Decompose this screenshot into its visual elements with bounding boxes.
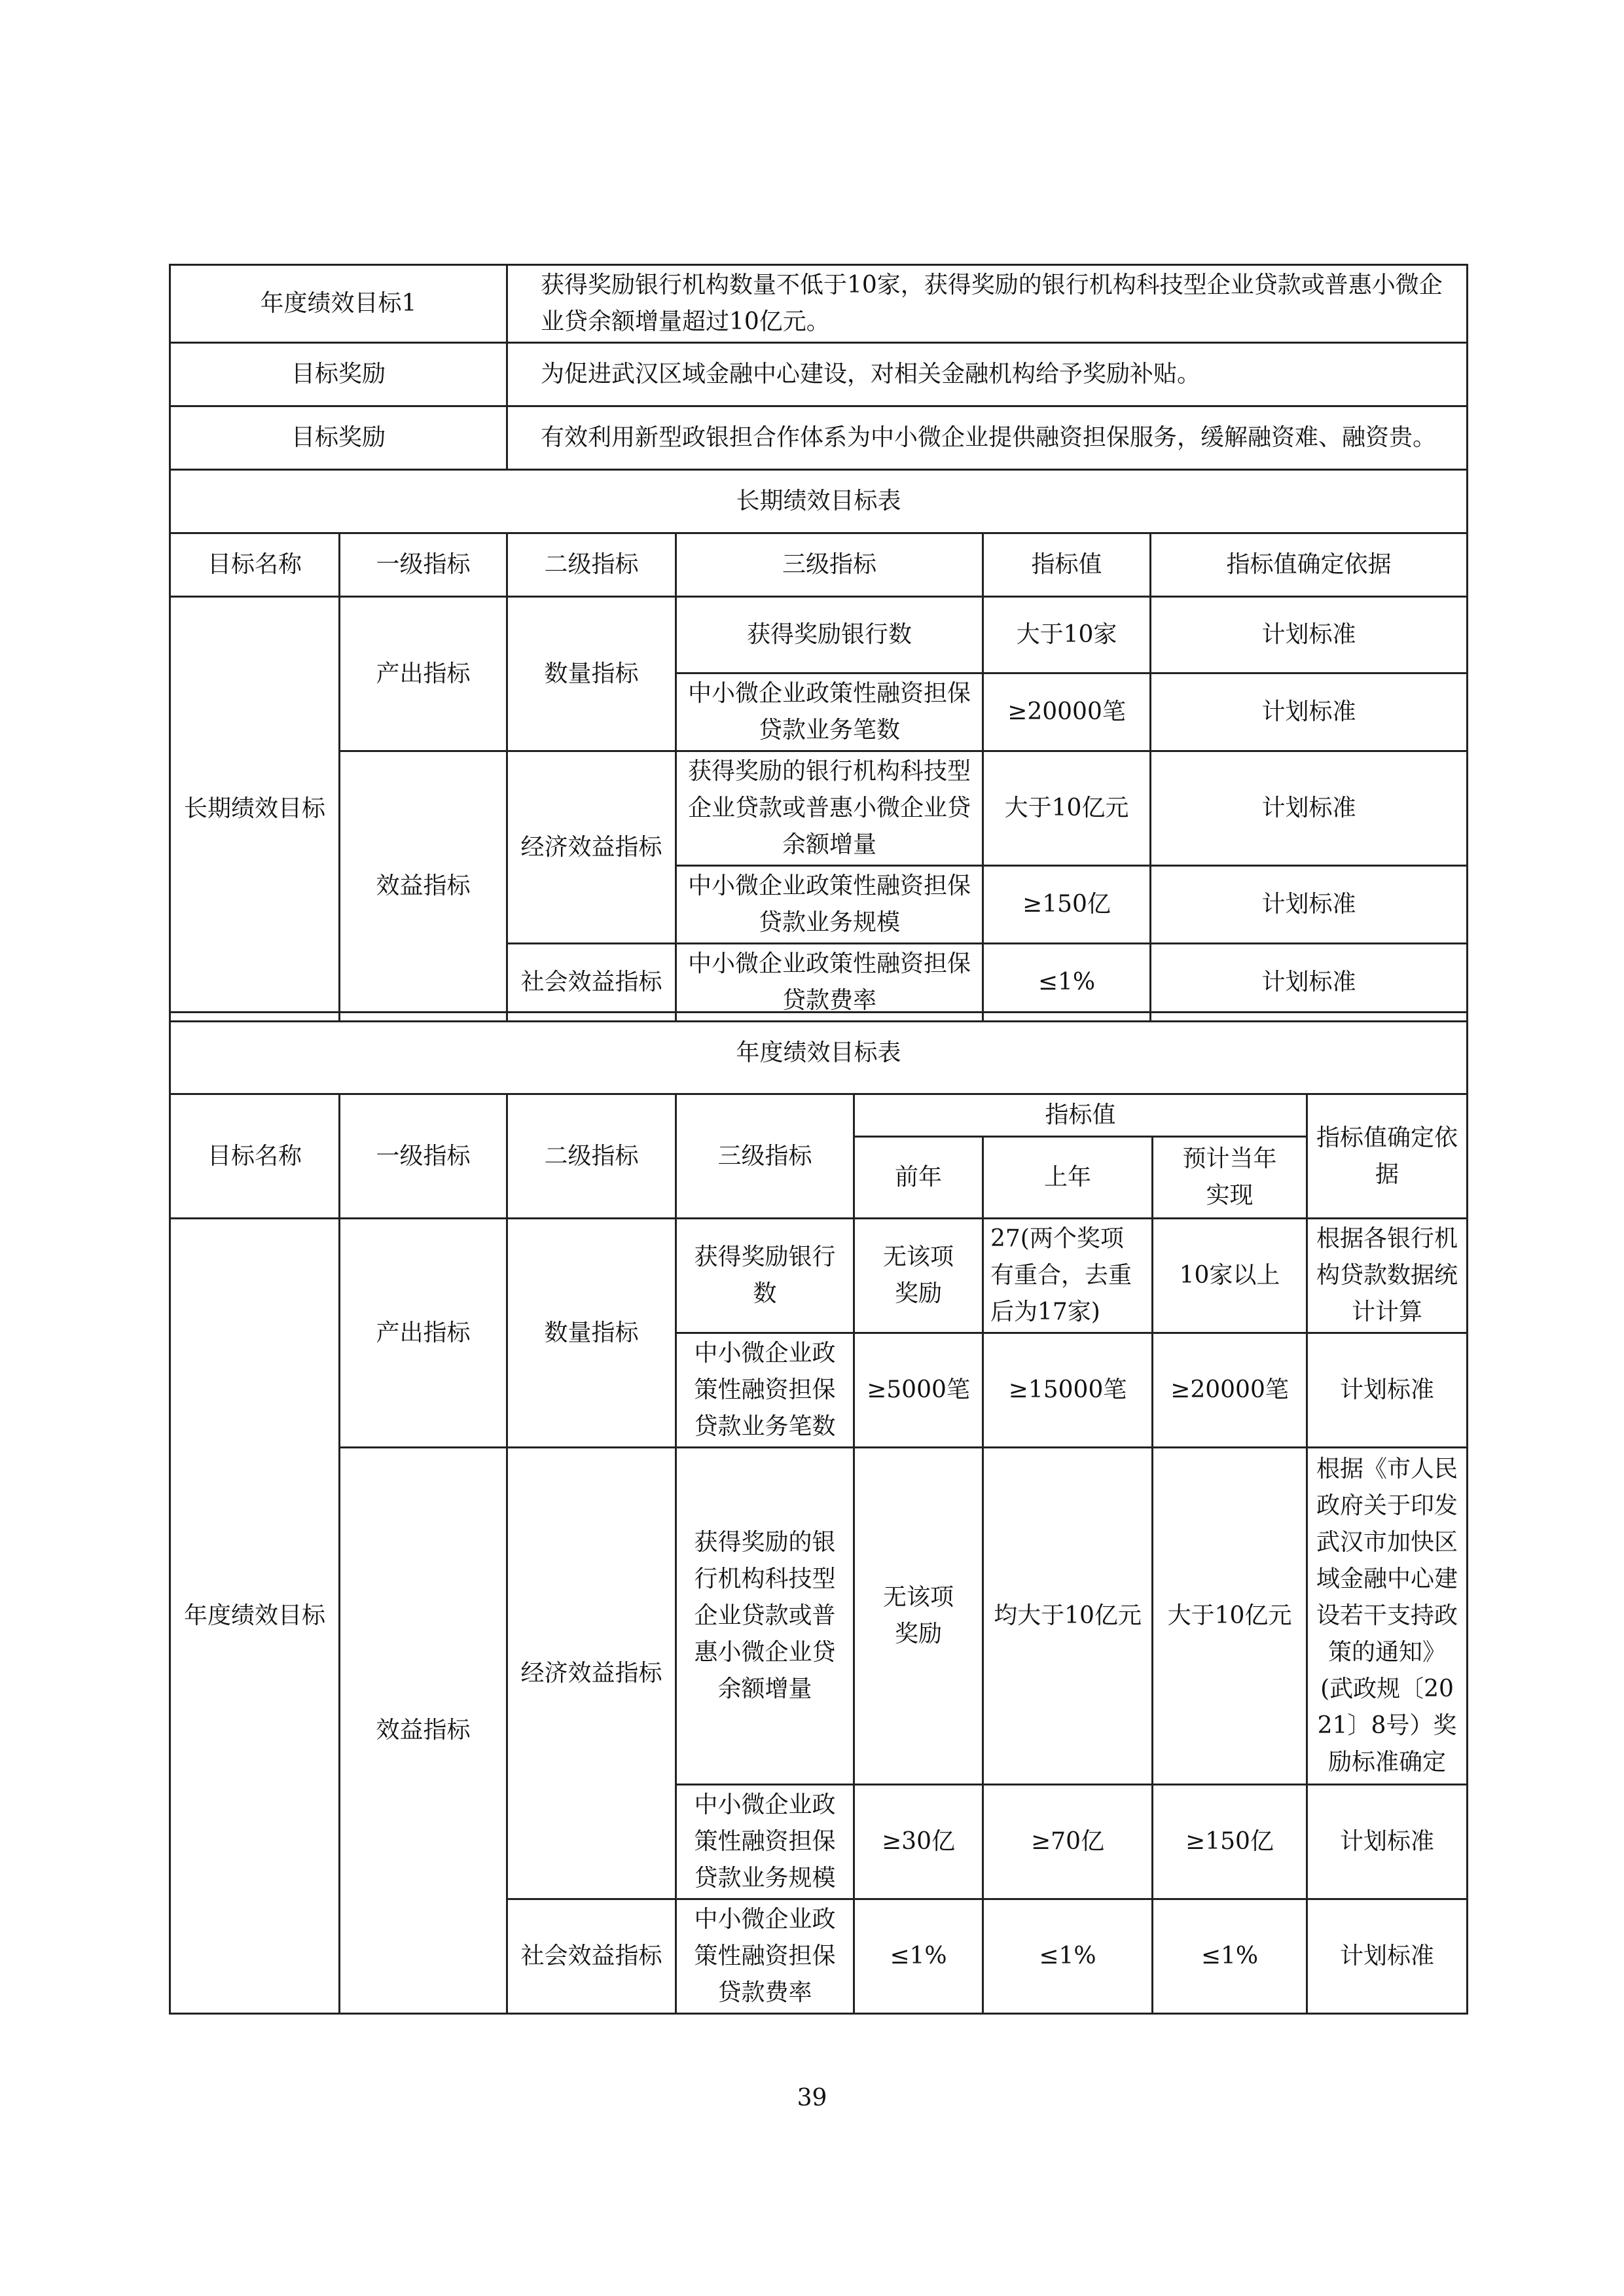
table-row	[170, 1219, 1468, 1333]
table-row	[170, 265, 1468, 343]
column-header: 三级指标	[676, 1094, 854, 1219]
indicator-basis: 计划标准	[1151, 944, 1468, 1022]
level3-indicator: 中小微企业政策性融资担保贷款业务规模	[676, 1785, 854, 1899]
level1-indicator: 产出指标	[340, 597, 507, 751]
header-row	[170, 533, 1468, 597]
level3-indicator: 中小微企业政策性融资担保贷款费率	[676, 944, 983, 1022]
column-header: 指标值确定依据	[1307, 1094, 1468, 1219]
column-header: 目标名称	[170, 1094, 340, 1219]
indicator-basis: 根据《市人民政府关于印发武汉市加快区域金融中心建设若干支持政策的通知》(武政规〔2021〕8号）奖励标准确定	[1307, 1448, 1468, 1785]
level2-indicator: 社会效益指标	[507, 944, 676, 1022]
value-current: 10家以上	[1153, 1219, 1307, 1333]
level2-indicator: 经济效益指标	[507, 1448, 676, 1899]
indicator-basis: 计划标准	[1151, 673, 1468, 751]
indicator-value: 大于10亿元	[983, 751, 1151, 866]
table-row	[170, 343, 1468, 406]
value-prev2: 无该项奖励	[854, 1219, 983, 1333]
row-text: 为促进武汉区域金融中心建设，对相关金融机构给予奖励补贴。	[507, 343, 1468, 406]
indicator-basis: 根据各银行机构贷款数据统计计算	[1307, 1219, 1468, 1333]
section-title: 长期绩效目标表	[170, 470, 1468, 533]
level3-indicator: 获得奖励的银行机构科技型企业贷款或普惠小微企业贷余额增量	[676, 751, 983, 866]
indicator-basis: 计划标准	[1307, 1899, 1468, 2014]
value-prev1: ≥15000笔	[983, 1333, 1153, 1448]
indicator-basis: 计划标准	[1307, 1333, 1468, 1448]
level3-indicator: 中小微企业政策性融资担保贷款业务笔数	[676, 673, 983, 751]
level2-indicator: 数量指标	[507, 597, 676, 751]
value-prev2: ≥5000笔	[854, 1333, 983, 1448]
level2-indicator: 数量指标	[507, 1219, 676, 1448]
table-row	[170, 751, 1468, 866]
level3-indicator: 中小微企业政策性融资担保贷款业务笔数	[676, 1333, 854, 1448]
value-prev2: ≤1%	[854, 1899, 983, 2014]
long-term-performance-table	[169, 264, 1468, 1022]
value-current: ≤1%	[1153, 1899, 1307, 2014]
indicator-value: ≥20000笔	[983, 673, 1151, 751]
column-header: 二级指标	[507, 1094, 676, 1219]
row-label: 年度绩效目标1	[170, 265, 507, 343]
value-prev1: 27(两个奖项有重合，去重后为17家)	[983, 1219, 1153, 1333]
row-label: 目标奖励	[170, 343, 507, 406]
level3-indicator: 获得奖励银行数	[676, 597, 983, 673]
column-header: 目标名称	[170, 533, 340, 597]
level2-indicator: 经济效益指标	[507, 751, 676, 944]
column-header: 指标值确定依据	[1151, 533, 1468, 597]
table-row	[170, 470, 1468, 533]
column-header: 一级指标	[340, 1094, 507, 1219]
goal-name: 长期绩效目标	[170, 597, 340, 1022]
table-row	[170, 597, 1468, 673]
column-subheader: 上年	[983, 1137, 1153, 1219]
value-prev1: ≥70亿	[983, 1785, 1153, 1899]
value-prev2: 无该项奖励	[854, 1448, 983, 1785]
indicator-basis: 计划标准	[1151, 751, 1468, 866]
column-header: 一级指标	[340, 533, 507, 597]
level3-indicator: 获得奖励银行数	[676, 1219, 854, 1333]
level2-indicator: 社会效益指标	[507, 1899, 676, 2014]
column-subheader: 前年	[854, 1137, 983, 1219]
row-text: 有效利用新型政银担合作体系为中小微企业提供融资担保服务，缓解融资难、融资贵。	[507, 406, 1468, 470]
table-row	[170, 1448, 1468, 1785]
indicator-basis: 计划标准	[1151, 597, 1468, 673]
value-current: ≥20000笔	[1153, 1333, 1307, 1448]
row-text: 获得奖励银行机构数量不低于10家，获得奖励的银行机构科技型企业贷款或普惠小微企业贷余额增量超过10亿元。	[507, 265, 1468, 343]
level1-indicator: 效益指标	[340, 751, 507, 1022]
section-title: 年度绩效目标表	[170, 1013, 1468, 1094]
indicator-value: ≤1%	[983, 944, 1151, 1022]
value-current: ≥150亿	[1153, 1785, 1307, 1899]
indicator-value: 大于10家	[983, 597, 1151, 673]
column-subheader: 预计当年实现	[1153, 1137, 1307, 1219]
indicator-basis: 计划标准	[1307, 1785, 1468, 1899]
value-prev2: ≥30亿	[854, 1785, 983, 1899]
indicator-basis: 计划标准	[1151, 866, 1468, 944]
value-current: 大于10亿元	[1153, 1448, 1307, 1785]
column-header: 二级指标	[507, 533, 676, 597]
page-number: 39	[797, 2085, 827, 2111]
goal-name: 年度绩效目标	[170, 1219, 340, 2014]
column-header: 指标值	[983, 533, 1151, 597]
column-header: 指标值	[854, 1094, 1307, 1137]
level3-indicator: 中小微企业政策性融资担保贷款业务规模	[676, 866, 983, 944]
value-prev1: ≤1%	[983, 1899, 1153, 2014]
row-label: 目标奖励	[170, 406, 507, 470]
header-row	[170, 1094, 1468, 1137]
level1-indicator: 产出指标	[340, 1219, 507, 1448]
table-row	[170, 406, 1468, 470]
indicator-value: ≥150亿	[983, 866, 1151, 944]
annual-performance-table	[169, 1011, 1468, 2015]
level3-indicator: 中小微企业政策性融资担保贷款费率	[676, 1899, 854, 2014]
table-row	[170, 1013, 1468, 1094]
column-header: 三级指标	[676, 533, 983, 597]
level1-indicator: 效益指标	[340, 1448, 507, 2014]
value-prev1: 均大于10亿元	[983, 1448, 1153, 1785]
level3-indicator: 获得奖励的银行机构科技型企业贷款或普惠小微企业贷余额增量	[676, 1448, 854, 1785]
